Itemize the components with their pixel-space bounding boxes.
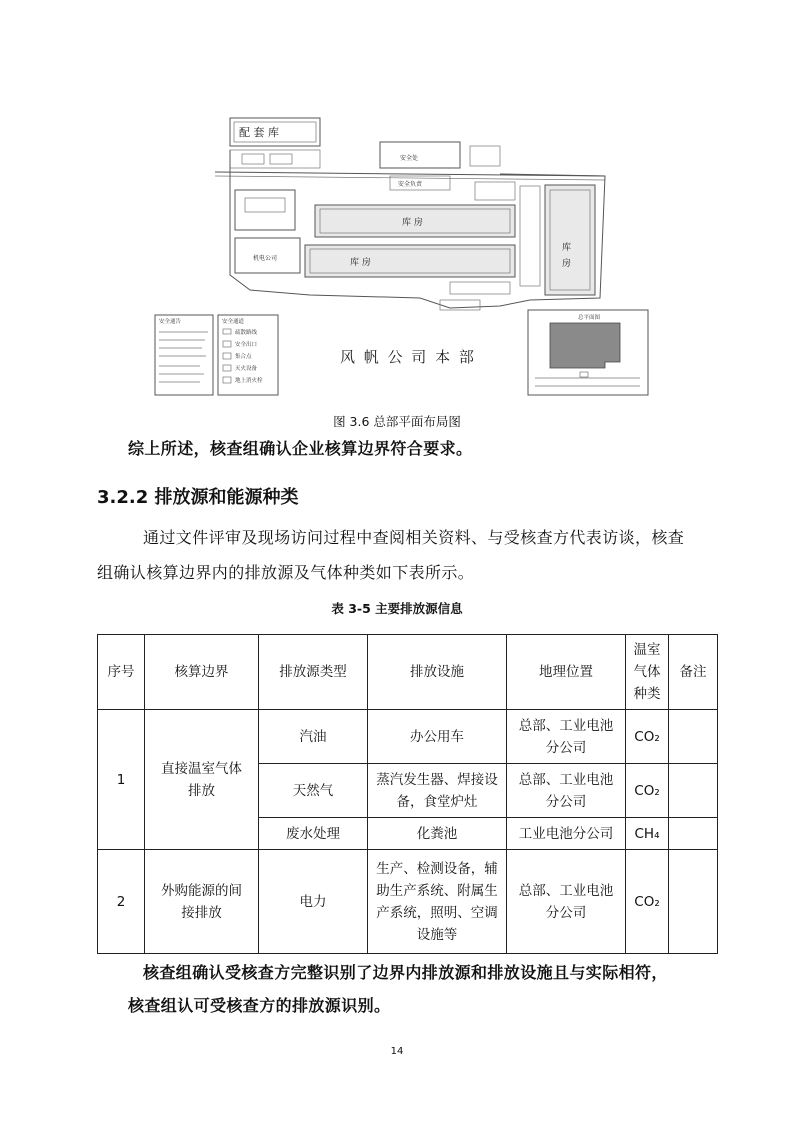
- label-safety-office: 安全处: [400, 155, 419, 162]
- cell-facility: 化粪池: [368, 818, 507, 850]
- conclusion-1: 综上所述，核查组确认企业核算边界符合要求。: [128, 439, 473, 458]
- header-facility: 排放设施: [368, 635, 507, 710]
- label-security: 安全负责: [398, 181, 423, 188]
- cell-location: 总部、工业电池 分公司: [507, 850, 626, 954]
- section-number: 3.2.2: [97, 487, 149, 508]
- cell-gas: CO₂: [626, 764, 669, 818]
- header-location: 地理位置: [507, 635, 626, 710]
- table-row: [98, 710, 718, 764]
- legend-item-2: 集合点: [235, 354, 252, 360]
- figure-title: 风 帆 公 司 本 部: [340, 348, 476, 366]
- conclusion-2-line2: 核查组认可受核查方的排放源识别。: [128, 996, 391, 1015]
- cell-gas: CO₂: [626, 710, 669, 764]
- cell-location: 总部、工业电池 分公司: [507, 710, 626, 764]
- cell-remark: [669, 764, 718, 818]
- header-boundary: 核算边界: [145, 635, 259, 710]
- cell-gas: CH₄: [626, 818, 669, 850]
- legend-item-0: 疏散路线: [235, 330, 258, 336]
- intro-paragraph-line1: 通过文件评审及现场访问过程中查阅相关资料、与受核查方代表访谈，核查: [143, 528, 685, 547]
- cell-remark: [669, 850, 718, 954]
- site-plan-figure: [150, 110, 650, 400]
- cell-source-type: 废水处理: [259, 818, 368, 850]
- header-gas: 温室 气体 种类: [626, 635, 669, 710]
- label-mechatronics: 机电公司: [253, 255, 278, 262]
- cell-boundary: 外购能源的间 接排放: [145, 850, 259, 954]
- figure-caption: 图 3.6 总部平面布局图: [333, 414, 461, 429]
- legend-left-heading: 安全通告: [159, 319, 182, 325]
- section-title: 排放源和能源种类: [154, 487, 299, 508]
- cell-remark: [669, 710, 718, 764]
- header-source-type: 排放源类型: [259, 635, 368, 710]
- label-warehouse-main1: 库 房: [402, 218, 423, 228]
- cell-location: 总部、工业电池 分公司: [507, 764, 626, 818]
- site-plan-drawing: [150, 110, 650, 400]
- header-no: 序号: [98, 635, 145, 710]
- table-row: [98, 850, 718, 954]
- section-heading: [97, 483, 299, 509]
- cell-facility: 办公用车: [368, 710, 507, 764]
- cell-source-type: 电力: [259, 850, 368, 954]
- intro-paragraph-line2: 组确认核算边界内的排放源及气体种类如下表所示。: [97, 563, 475, 582]
- cell-facility: 生产、检测设备，辅 助生产系统、附属生 产系统，照明、空调 设施等: [368, 850, 507, 954]
- header-remark: 备注: [669, 635, 718, 710]
- cell-location: 工业电池分公司: [507, 818, 626, 850]
- conclusion-2-line1: 核查组确认受核查方完整识别了边界内排放源和排放设施且与实际相符，: [143, 963, 668, 982]
- emission-source-table: [97, 634, 718, 954]
- label-warehouse-right: 库房: [562, 243, 572, 269]
- table-caption: 表 3-5 主要排放源信息: [331, 601, 463, 616]
- cell-source-type: 天然气: [259, 764, 368, 818]
- cell-facility: 蒸汽发生器、焊接设 备，食堂炉灶: [368, 764, 507, 818]
- legend-item-1: 安全出口: [235, 342, 258, 348]
- legend-item-4: 地上消火栓: [235, 378, 263, 384]
- cell-source-type: 汽油: [259, 710, 368, 764]
- cell-boundary: 直接温室气体 排放: [145, 710, 259, 850]
- legend-right-heading: 安全通道: [222, 319, 245, 325]
- label-warehouse-top: 配 套 库: [239, 126, 279, 139]
- cell-no: 2: [98, 850, 145, 954]
- table-header-row: [98, 635, 718, 710]
- cell-gas: CO₂: [626, 850, 669, 954]
- cell-remark: [669, 818, 718, 850]
- page-number: 14: [390, 1046, 404, 1057]
- inset-title: 总平面图: [578, 315, 601, 321]
- legend-item-3: 灭火设备: [235, 366, 258, 372]
- cell-no: 1: [98, 710, 145, 850]
- label-warehouse-main2: 库 房: [350, 258, 371, 268]
